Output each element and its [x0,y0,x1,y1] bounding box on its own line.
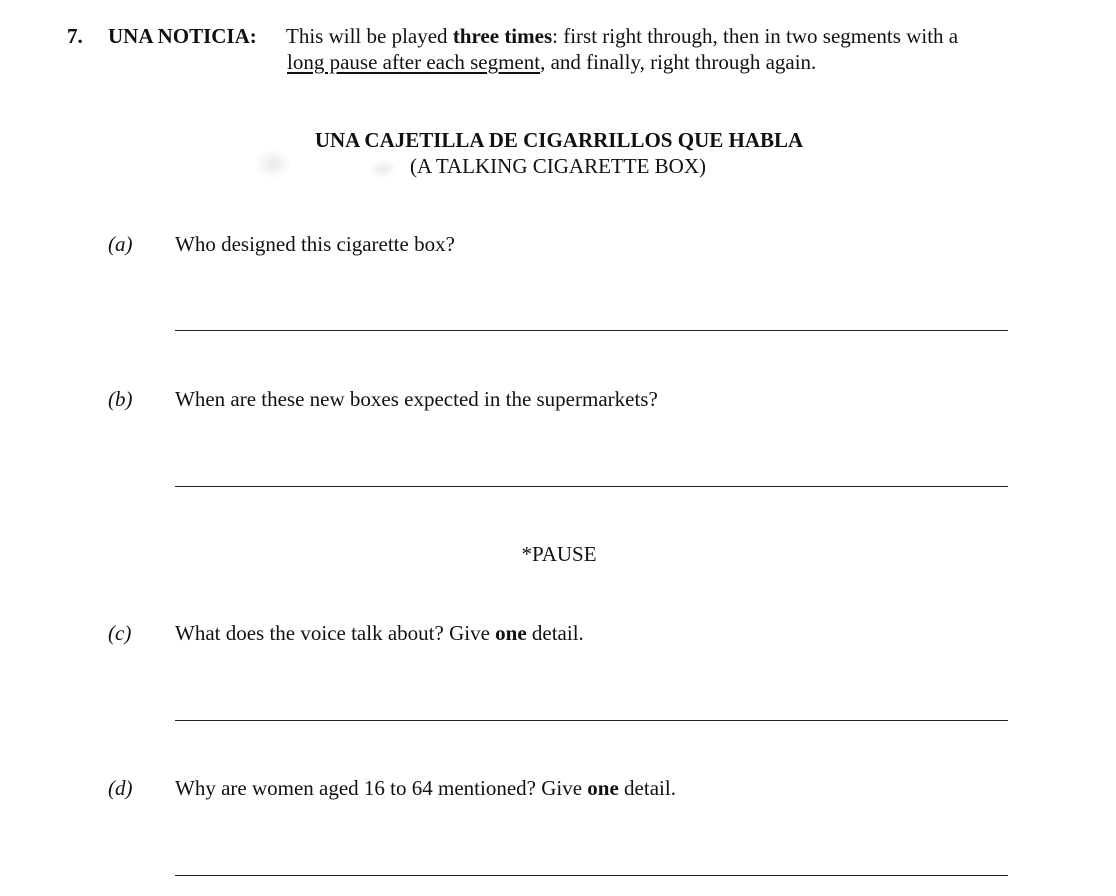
item-question-text: detail. [618,776,676,800]
answer-line-d[interactable] [175,875,1008,876]
instruction-emphasis: three times [452,24,553,48]
pause-label: *PAUSE [521,542,597,566]
item-question-text: detail. [526,621,584,645]
item-question-emphasis: one [495,621,527,645]
answer-line-c[interactable] [175,720,1008,721]
question-label: UNA NOTICIA: [108,24,257,48]
item-question-a: Who designed this cigarette box? [175,232,455,256]
item-letter-b: (b) [108,387,133,411]
instruction-underlined: long pause after each segment [287,50,541,74]
item-question-b: When are these new boxes expected in the supermarkets? [175,387,658,411]
item-question-text: Why are women aged 16 to 64 mentioned? Give [175,776,588,800]
instruction-line-1 [286,23,958,49]
instruction-text: : first right through, then in two segments with a [552,24,959,48]
passage-title: UNA CAJETILLA DE CIGARRILLOS QUE HABLA [314,128,804,152]
passage-subtitle: (A TALKING CIGARETTE BOX) [410,154,706,178]
answer-line-a[interactable] [175,330,1008,331]
question-number: 7. [67,24,83,48]
instruction-text: , and finally, right through again. [540,50,817,74]
item-letter-c: (c) [108,621,132,645]
item-letter-a: (a) [108,232,133,256]
answer-line-b[interactable] [175,486,1008,487]
item-letter-d: (d) [108,776,133,800]
instruction-text: This will be played [286,24,453,48]
item-question-text: What does the voice talk about? Give [175,621,496,645]
instruction-line-2 [287,49,816,75]
item-question-d [175,775,676,801]
item-question-c [175,620,584,646]
item-question-emphasis: one [587,776,619,800]
